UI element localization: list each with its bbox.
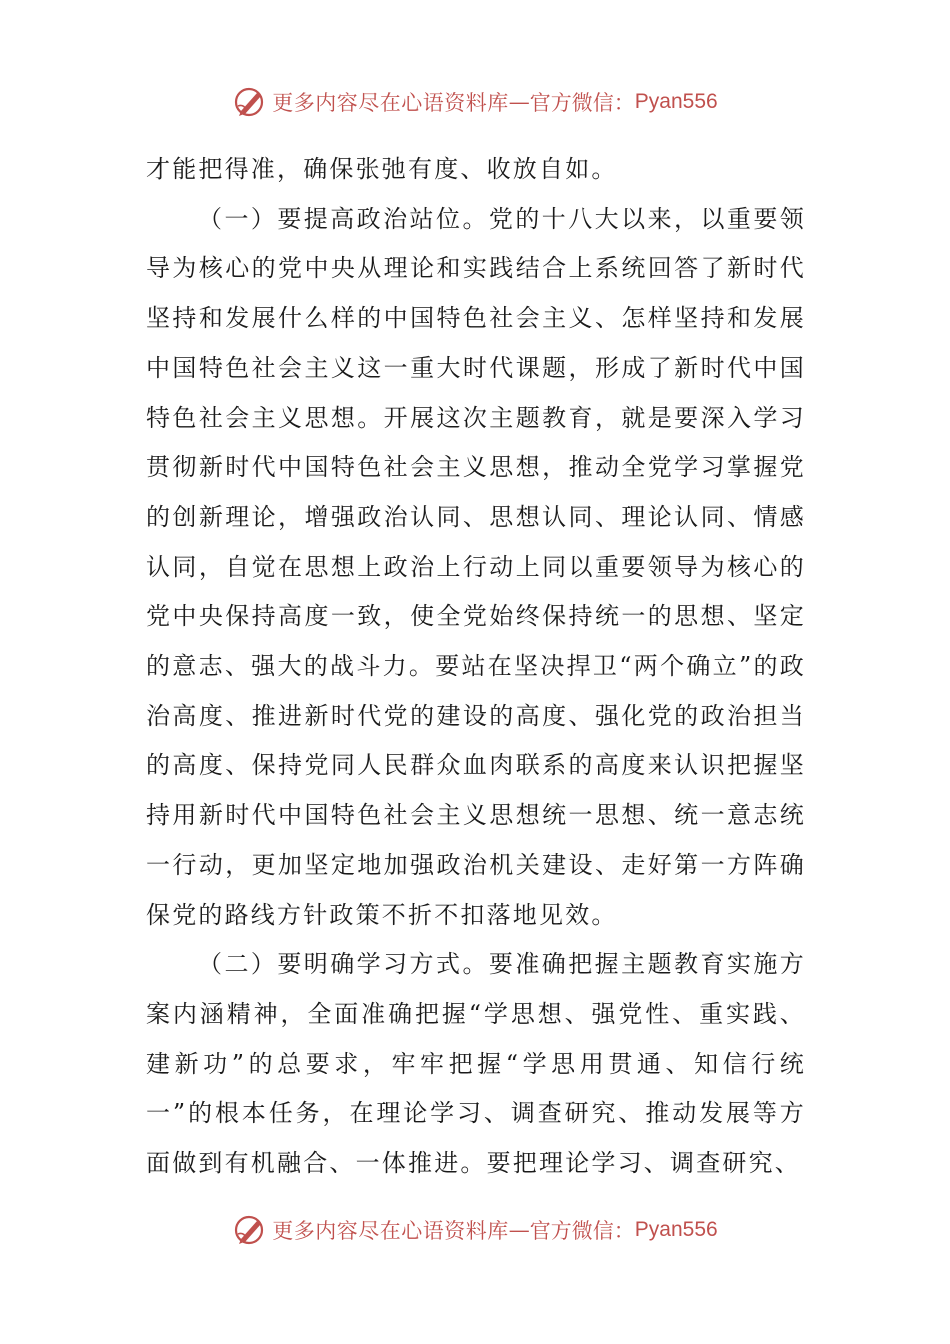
watermark-dash: — bbox=[508, 90, 530, 114]
header-watermark-banner bbox=[0, 80, 950, 124]
watermark-wechat-label: 官方微信： bbox=[529, 91, 635, 115]
watermark-wechat-handle: Pyan556 bbox=[634, 90, 718, 113]
paragraph-continuation: 才能把得准，确保张弛有度、收放自如。 bbox=[146, 155, 618, 183]
watermark-wechat-label: 官方微信： bbox=[529, 1219, 635, 1243]
watermark-brand-text: 更多内容尽在心语资料库 bbox=[272, 1219, 509, 1243]
watermark-dash: — bbox=[508, 1218, 530, 1242]
pen-nib-logo-icon bbox=[232, 1212, 268, 1248]
footer-watermark-banner bbox=[0, 1208, 950, 1252]
paragraph-learning-method: （二）要明确学习方式。要准确把握主题教育实施方案内涵精神，全面准确把握“学思想、强党性、重实践、建新功”的总要求，牢牢把握“学思用贯通、知信行统一”的根本任务，在理论学习、调查研究、推动发展等方面做到有机融合、一体推进。要把理论学习、调查研究、 bbox=[146, 950, 806, 1178]
paragraph-political-stance: （一）要提高政治站位。党的十八大以来，以重要领导为核心的党中央从理论和实践结合上系统回答了新时代坚持和发展什么样的中国特色社会主义、怎样坚持和发展中国特色社会主义这一重大时代课题，形成了新时代中国特色社会主义思想。开展这次主题教育，就是要深入学习贯彻新时代中国特色社会主义思想，推动全党学习掌握党的创新理论，增强政治认同、思想认同、理论认同、情感认同，自觉在思想上政治上行动上同以重要领导为核心的党中央保持高度一致，使全党始终保持统一的思想、坚定的意志、强大的战斗力。要站在坚决捍卫“两个确立”的政治高度、推进新时代党的建设的高度、强化党的政治担当的高度、保持党同人民群众血肉联系的高度来认识把握坚持用新时代中国特色社会主义思想统一思想、统一意志统一行动，更加坚定地加强政治机关建设、走好第一方阵确保党的路线方针政策不折不扣落地见效。 bbox=[146, 204, 806, 929]
watermark-wechat-handle: Pyan556 bbox=[634, 1218, 718, 1241]
pen-nib-logo-icon bbox=[232, 84, 268, 120]
watermark-brand-text: 更多内容尽在心语资料库 bbox=[272, 91, 509, 115]
document-body bbox=[146, 145, 806, 1189]
